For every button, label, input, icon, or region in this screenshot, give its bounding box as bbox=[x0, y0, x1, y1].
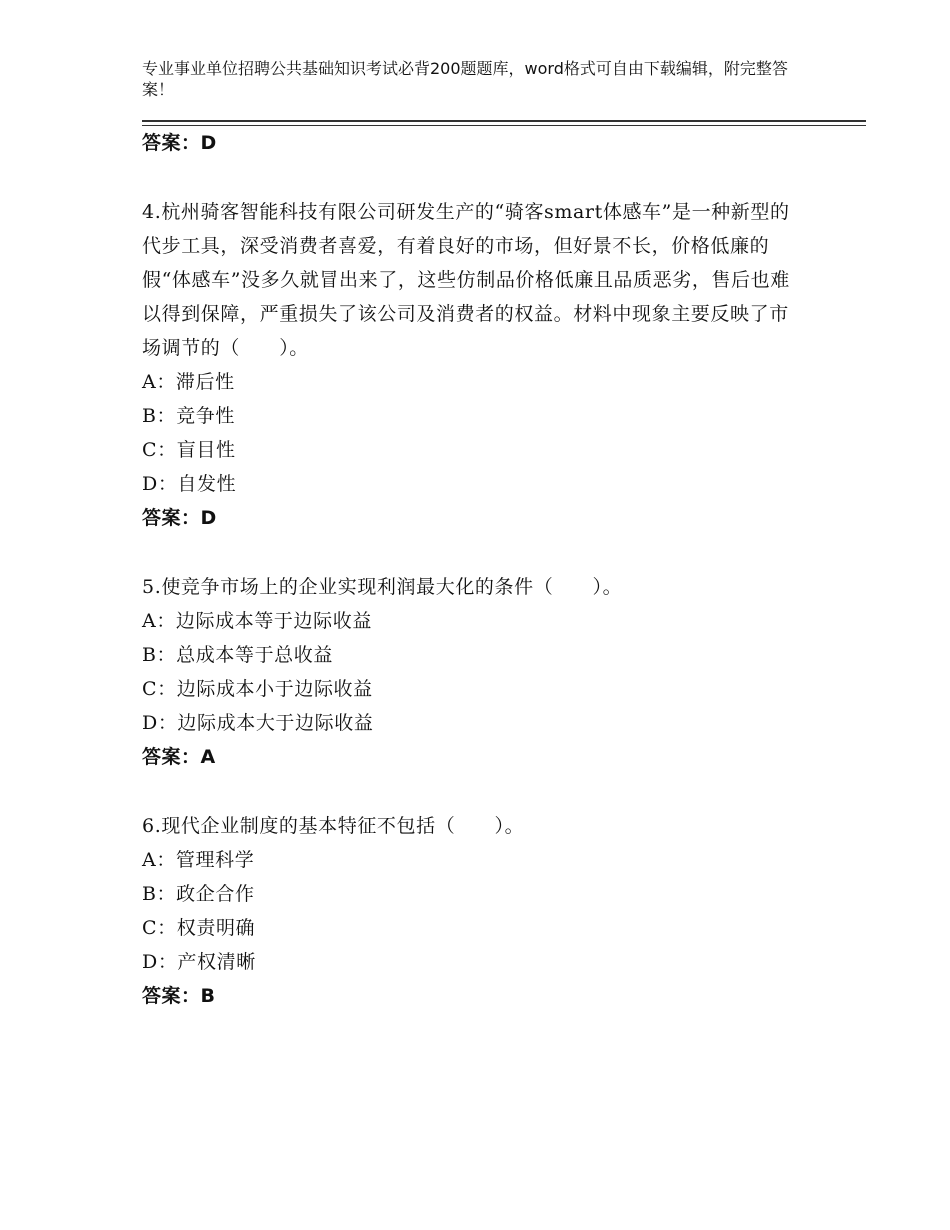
question-5-option-d: D：边际成本大于边际收益 bbox=[142, 712, 374, 734]
question-4-answer: 答案：D bbox=[142, 507, 217, 529]
question-6-option-b: B：政企合作 bbox=[142, 883, 255, 905]
question-5-option-a: A：边际成本等于边际收益 bbox=[142, 610, 372, 632]
question-5-option-c: C：边际成本小于边际收益 bbox=[142, 678, 373, 700]
question-4-stem: 4.杭州骑客智能科技有限公司研发生产的“骑客smart体感车”是一种新型的代步工具，深受消费者喜爱，有着良好的市场，但好景不长，价格低廉的假“体感车”没多久就冒出来了，这些仿制品价格低廉且品质恶劣，售后也难以得到保障，严重损失了该公司及消费者的权益。材料中现象主要反映了市场调节的（ ）。 bbox=[142, 201, 790, 359]
question-6-stem: 6.现代企业制度的基本特征不包括（ ）。 bbox=[142, 815, 525, 837]
question-4-option-a: A：滞后性 bbox=[142, 371, 235, 393]
question-5-stem: 5.使竞争市场上的企业实现利润最大化的条件（ ）。 bbox=[142, 576, 623, 598]
question-6-option-a: A：管理科学 bbox=[142, 849, 255, 871]
answer-q3: 答案：D bbox=[142, 132, 217, 154]
question-4-option-b: B：竞争性 bbox=[142, 405, 235, 427]
question-5-option-b: B：总成本等于总收益 bbox=[142, 644, 333, 666]
document-header: 专业事业单位招聘公共基础知识考试必背200题题库，word格式可自由下载编辑，附完整答案！ bbox=[142, 59, 788, 99]
question-6-answer: 答案：B bbox=[142, 985, 216, 1007]
question-4-option-d: D：自发性 bbox=[142, 473, 237, 495]
question-6-option-c: C：权责明确 bbox=[142, 917, 256, 939]
header-rule-thick bbox=[142, 120, 866, 122]
question-5-answer: 答案：A bbox=[142, 746, 216, 768]
header-rule-thin bbox=[142, 125, 866, 126]
question-6-option-d: D：产权清晰 bbox=[142, 951, 256, 973]
question-4-option-c: C：盲目性 bbox=[142, 439, 236, 461]
